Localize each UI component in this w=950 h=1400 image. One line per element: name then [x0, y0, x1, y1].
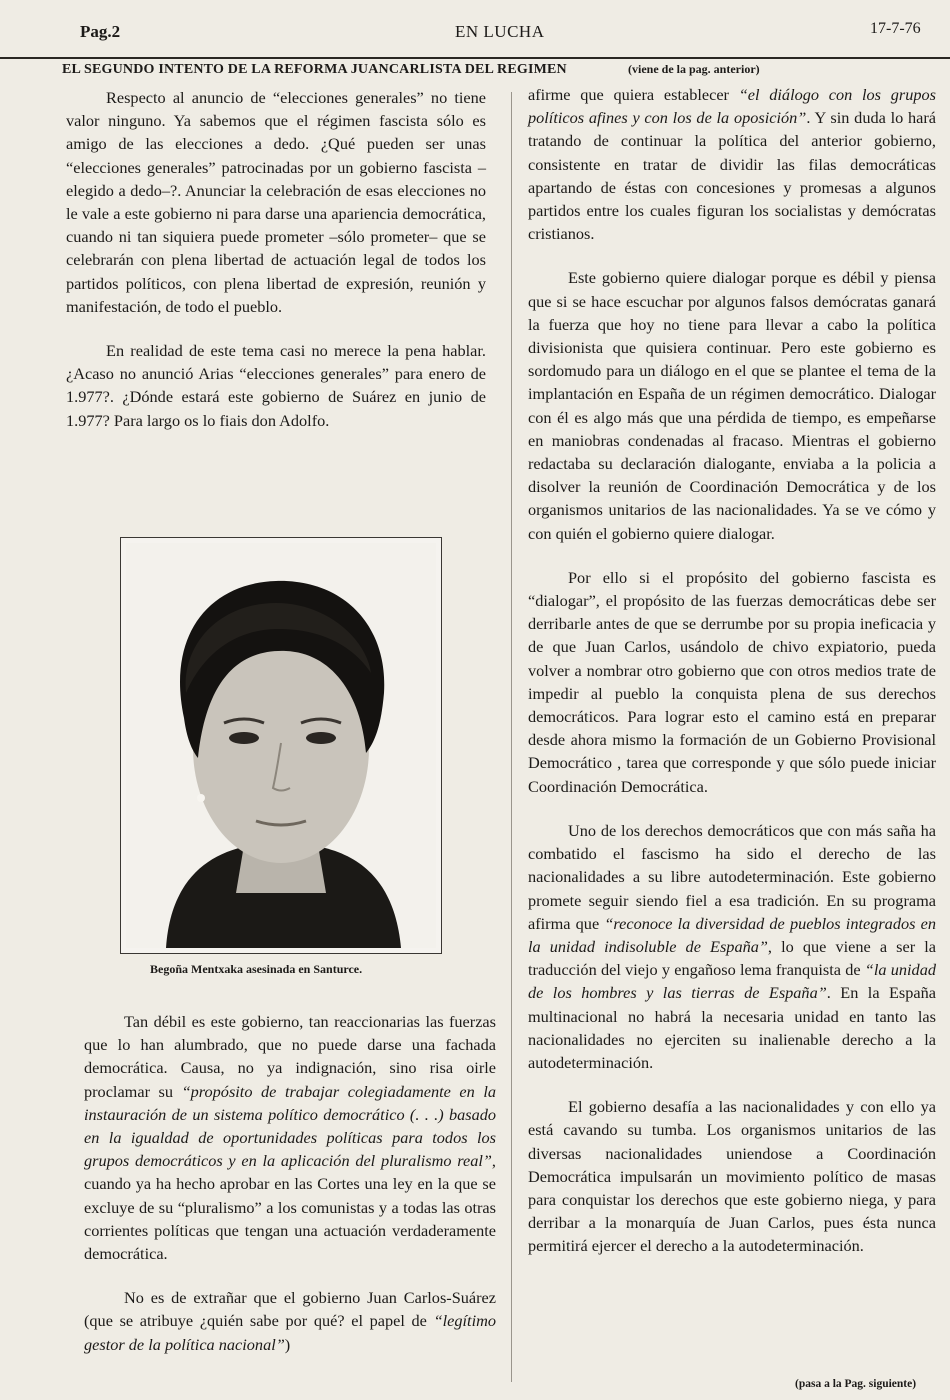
header-rule — [0, 57, 950, 59]
text-run: afirme que quiera establecer — [528, 85, 739, 104]
paragraph — [528, 83, 936, 245]
text-run: . En la España multinacional no habrá la necesaria unidad en tanto las nacionalidades no ejerciten su inalienable derecho a la autodeterminación. — [528, 983, 936, 1072]
page-header — [0, 0, 950, 60]
left-column-bottom — [84, 1010, 496, 1377]
right-column — [528, 83, 936, 1279]
left-column-top — [66, 86, 486, 453]
paragraph — [84, 1286, 496, 1356]
article-headline: EL SEGUNDO INTENTO DE LA REFORMA JUANCARLISTA DEL REGIMEN — [62, 62, 567, 77]
column-divider — [511, 92, 512, 1382]
text-run: No es de extrañar que el gobierno Juan Carlos-Suárez (que se atribuye ¿quién sabe por qué? el papel de — [84, 1288, 496, 1331]
paragraph: Por ello si el propósito del gobierno fascista es “dialogar”, el propósito de las fuerzas democráticas debe ser derribarle antes de que se derrumbe por su propia ineficacia y de que Juan Carlos, usándolo de chivo expiatorio, pueda volver a nombrar otro gobierno que con otros medios trate de impedir al pueblo la conquista plena de sus derechos democráticos. Para lograr esto el camino está en preparar desde ahora mismo la formación de un Gobierno Provisional Democrático , tarea que corresponde y que sólo puede iniciar Coordinación Democrática. — [528, 567, 936, 796]
page-number: Pag.2 — [80, 22, 121, 41]
text-run: , cuando ya ha hecho aprobar en las Cortes una ley en la que se excluye de su “pluralismo” a los comunistas y a todas las otras corrientes políticas que tengan una actuación verdaderamente democrática. — [84, 1151, 496, 1264]
paragraph: En realidad de este tema casi no merece la pena hablar. ¿Acaso no anunció Arias “elecciones generales” para enero de 1.977?. ¿Dónde estará este gobierno de Suárez en junio de 1.977? Para largo os lo fiais don Adolfo. — [66, 341, 486, 430]
quoted-text: “legítimo gestor de la política nacional” — [84, 1311, 496, 1354]
quoted-text: “la unidad de los hombres y las tierras de España” — [528, 960, 936, 1003]
continued-to-note: (pasa a la Pag. siguiente) — [795, 1378, 917, 1390]
quoted-text: “el diálogo con los grupos políticos afines y con los de la oposición” — [528, 85, 936, 128]
text-run: Tan débil es este gobierno, tan reaccionarias las fuerzas que lo han alumbrado, que no puede darse una fachada democrática. Causa, no ya indignación, sino risa oirle proclamar su — [84, 1012, 496, 1101]
paragraph: Respecto al anuncio de “elecciones generales” no tiene valor ninguno. Ya sabemos que el régimen fascista sólo es amigo de las elecciones a dedo. ¿Qué pueden ser unas “elecciones generales” patrocinadas por un gobierno fascista –elegido a dedo–?. Anunciar la celebración de esas elecciones no le vale a este gobierno ni para darse una apariencia democrática, cuando ni tan siquiera puede prometer –sólo prometer– que se celebrarán con plena libertad de actuación legal de todos los partidos políticos, con plena libertad de expresión, reunión y manifestación, de todo el pueblo. — [66, 88, 486, 316]
quoted-text: “propósito de trabajar colegiadamente en la instauración de un sistema político democrático (. . .) basado en la igualdad de oportunidades políticas para todos los grupos democráticos y en la aplicación del pluralismo real” — [84, 1081, 497, 1171]
publication-title: EN LUCHA — [455, 22, 545, 41]
text-run: , lo que viene a ser la traducción del viejo y engañoso lema franquista de — [528, 936, 936, 980]
quoted-text: “reconoce la diversidad de pueblos integrados en la unidad indisoluble de España” — [528, 913, 936, 956]
paragraph — [528, 819, 936, 1074]
portrait-photo — [120, 537, 442, 954]
paragraph — [84, 1010, 496, 1265]
paragraph: El gobierno desafía a las nacionalidades y con ello ya está cavando su tumba. Los organismos unitarios de las diversas nacionalidades uniendose a Coordinación Democrática impulsarán un movimiento político de masas para conquistar los derechos que este gobierno niega, y para derribar a la monarquía de Juan Carlos, pues ésta nunca permitirá ejercer el derecho a la autodeterminación. — [528, 1097, 936, 1256]
text-run: . Y sin duda lo hará tratando de continuar la política del anterior gobierno, consistente en tratar de dividir las filas democráticas apartando de éstas con concesiones y promesas a algunos partidos entre los cuales figuran los socialistas y demócratas cristianos. — [528, 108, 936, 244]
photo-caption: Begoña Mentxaka asesinada en Santurce. — [150, 962, 363, 976]
text-run: ) — [284, 1334, 291, 1354]
text-run: Uno de los derechos democráticos que con más saña ha combatido el fascismo ha sido el derecho de las nacionalidades a su libre autodeterminación. Este gobierno promete seguir siendo fiel a esa tradición. En su programa afirma que — [528, 820, 936, 933]
continued-from-note: (viene de la pag. anterior) — [628, 62, 760, 76]
issue-date: 17-7-76 — [870, 20, 921, 37]
paragraph: Este gobierno quiere dialogar porque es débil y piensa que si se hace escuchar por algunos falsos demócratas ganará la fuerza que hoy no tiene para llevar a cabo la política divisionista que quisiera continuar. Pero este gobierno es sordomudo para un diálogo en el que se plantee el tema de la implantación en España de un régimen democrático. Dialogar con él es algo más que una pérdida de tiempo, es empeñarse en maniobras condenadas al fracaso. Mientras el gobierno redactaba su declaración dialogante, enviaba a la policia a disolver la reunión de Coordinación Democrática y de los organismos unitarios de las nacionalidades. Ya se ve cómo y con quién el gobierno quiere dialogar. — [528, 268, 936, 543]
portrait-image — [126, 543, 436, 948]
